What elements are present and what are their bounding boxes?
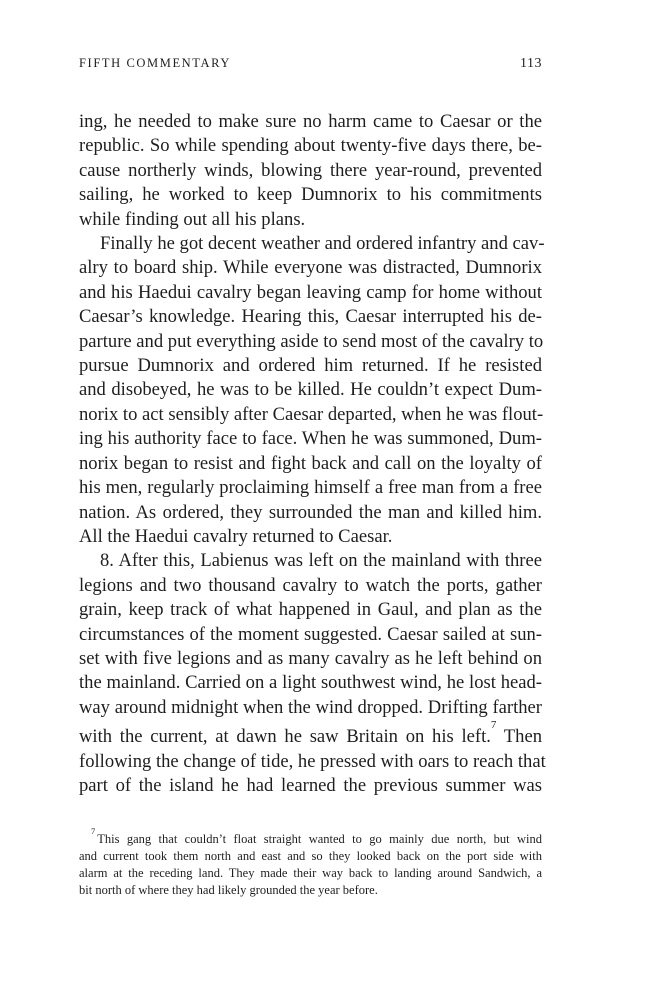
footnote-reference: 7 xyxy=(490,719,497,732)
text-line: Caesar’s knowledge. Hearing this, Caesar interrupted his de- xyxy=(79,306,542,328)
text-line: ing, he needed to make sure no harm came to Caesar or the xyxy=(79,111,542,132)
page-number: 113 xyxy=(520,56,542,71)
text-line: All the Haedui cavalry returned to Caesar. xyxy=(79,525,393,547)
body-text xyxy=(79,110,546,799)
text-line-with-footnote-ref xyxy=(79,720,542,750)
text-line: sailing, he worked to keep Dumnorix to his commitments xyxy=(79,184,542,206)
text-line: following the change of tide, he pressed with oars to reach that xyxy=(79,750,546,772)
text-line: and disobeyed, he was to be killed. He couldn’t expect Dum- xyxy=(79,379,542,401)
text-line: set with five legions and as many cavalry as he left behind on xyxy=(79,647,542,669)
footnote-text: This gang that couldn’t float straight wanted to go mainly due north, but wind xyxy=(97,832,542,847)
text-segment: with the current, at dawn he saw Britain on his left. xyxy=(79,726,491,748)
text-line: grain, keep track of what happened in Gaul, and plan as the xyxy=(79,599,542,621)
text-line: way around midnight when the wind dropped. Drifting farther xyxy=(79,696,542,718)
text-line: alry to board ship. While everyone was distracted, Dumnorix xyxy=(79,257,542,279)
text-line: legions and two thousand cavalry to watch the ports, gather xyxy=(79,574,542,596)
footnote-line: and current took them north and east and so they looked back on the port side with xyxy=(79,848,542,863)
text-line: part of the island he had learned the previous summer was xyxy=(79,775,542,797)
text-line: circumstances of the moment suggested. Caesar sailed at sun- xyxy=(79,623,542,645)
footnote xyxy=(79,827,542,898)
text-line: pursue Dumnorix and ordered him returned. If he resisted xyxy=(79,355,542,377)
text-line: republic. So while spending about twenty-five days there, be- xyxy=(79,135,542,157)
text-line: 8. After this, Labienus was left on the mainland with three xyxy=(100,550,542,572)
text-line: norix began to resist and fight back and call on the loyalty of xyxy=(79,452,542,474)
footnote-line: alarm at the receding land. They made their way back to landing around Sandwich, a xyxy=(79,865,542,880)
footnote-line: bit north of where they had likely grounded the year before. xyxy=(79,882,378,897)
text-line: parture and put everything aside to send most of the cavalry to xyxy=(79,330,544,352)
text-line: and his Haedui cavalry began leaving camp for home without xyxy=(79,281,542,303)
text-line: Finally he got decent weather and ordered infantry and cav- xyxy=(100,233,545,255)
text-line: his men, regularly proclaiming himself a free man from a free xyxy=(79,477,542,499)
footnote-line xyxy=(79,827,542,848)
text-line: cause northerly winds, blowing there year-round, prevented xyxy=(79,159,542,181)
footnote-mark: 7 xyxy=(91,826,96,836)
running-head-title: FIFTH COMMENTARY xyxy=(79,56,232,70)
text-line: ing his authority face to face. When he was summoned, Dum- xyxy=(79,428,542,450)
text-line: while finding out all his plans. xyxy=(79,208,306,230)
text-line: norix to act sensibly after Caesar departed, when he was flout- xyxy=(79,403,544,425)
text-line: the mainland. Carried on a light southwest wind, he lost head- xyxy=(79,672,542,694)
text-segment: Then xyxy=(496,726,542,748)
running-head xyxy=(79,56,542,76)
text-line: nation. As ordered, they surrounded the man and killed him. xyxy=(79,501,542,523)
